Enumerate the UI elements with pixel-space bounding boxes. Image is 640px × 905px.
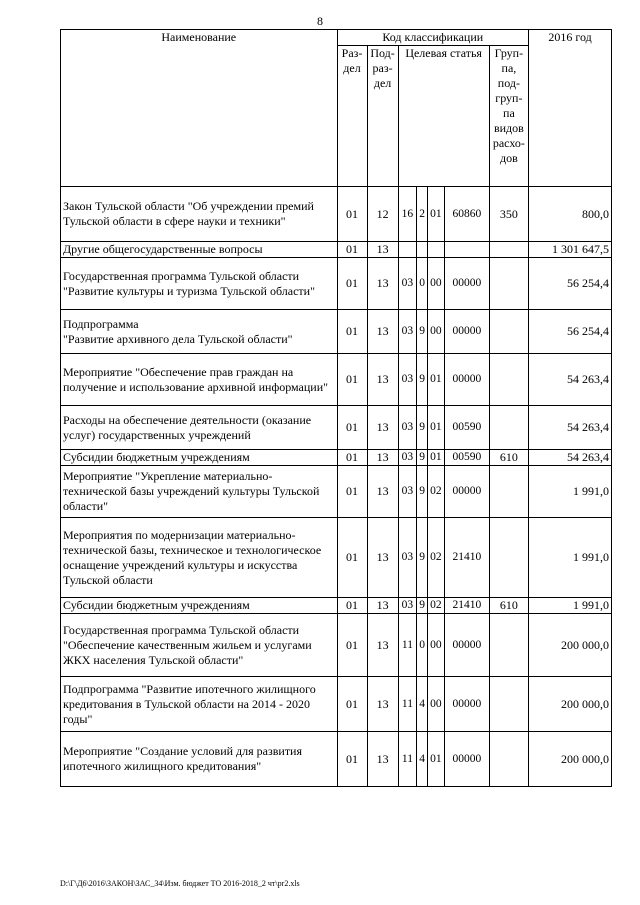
- row-amount: 200 000,0: [529, 677, 612, 732]
- row-expense-type: 610: [489, 598, 528, 614]
- row-section: 01: [337, 258, 367, 310]
- row-target-subprogram: 9: [417, 354, 427, 406]
- row-target-direction: 00000: [445, 614, 490, 677]
- row-section: 01: [337, 732, 367, 787]
- row-subsection: 13: [367, 677, 398, 732]
- row-section: 01: [337, 450, 367, 466]
- row-amount: 1 991,0: [529, 518, 612, 598]
- row-name: Государственная программа Тульской области "Обеспечение качественным жильем и услугами ЖКХ населения Тульской области": [61, 614, 338, 677]
- row-target-event: 00: [427, 258, 445, 310]
- row-section: 01: [337, 466, 367, 518]
- row-target-program: 11: [398, 677, 417, 732]
- row-target-program: 03: [398, 598, 417, 614]
- table-row: [61, 450, 612, 466]
- table-row: [61, 732, 612, 787]
- row-expense-type: [489, 518, 528, 598]
- row-amount: 200 000,0: [529, 614, 612, 677]
- row-target-program: 11: [398, 732, 417, 787]
- header-name: Наименование: [61, 30, 338, 187]
- row-target-subprogram: 0: [417, 614, 427, 677]
- row-amount: 1 301 647,5: [529, 242, 612, 258]
- row-amount: 1 991,0: [529, 598, 612, 614]
- table-row: [61, 406, 612, 450]
- file-path: D:\Г\Д6\2016\ЗАКОН\ЗАС_34\Изм. бюджет ТО 2016-2018_2 чт\pr2.xls: [60, 879, 300, 888]
- header-subsection: Под- раз- дел: [367, 46, 398, 187]
- row-target-event: 00: [427, 677, 445, 732]
- header-target: Целевая статья: [398, 46, 489, 187]
- row-name: Государственная программа Тульской области "Развитие культуры и туризма Тульской области": [61, 258, 338, 310]
- row-target-program: 03: [398, 258, 417, 310]
- table-row: [61, 598, 612, 614]
- row-amount: 56 254,4: [529, 310, 612, 354]
- row-subsection: 13: [367, 242, 398, 258]
- row-name: Мероприятие "Обеспечение прав граждан на получение и использование архивной информации": [61, 354, 338, 406]
- row-target-subprogram: [417, 242, 427, 258]
- row-section: 01: [337, 354, 367, 406]
- row-section: 01: [337, 187, 367, 242]
- row-target-subprogram: 0: [417, 258, 427, 310]
- row-target-direction: 00000: [445, 732, 490, 787]
- row-expense-type: 350: [489, 187, 528, 242]
- page-number: 8: [317, 14, 323, 28]
- row-target-event: 01: [427, 450, 445, 466]
- row-expense-type: [489, 310, 528, 354]
- row-target-program: 03: [398, 450, 417, 466]
- row-section: 01: [337, 242, 367, 258]
- row-target-event: 01: [427, 187, 445, 242]
- row-section: 01: [337, 598, 367, 614]
- row-expense-type: [489, 732, 528, 787]
- row-amount: 800,0: [529, 187, 612, 242]
- row-target-subprogram: 9: [417, 466, 427, 518]
- row-expense-type: [489, 677, 528, 732]
- row-expense-type: [489, 354, 528, 406]
- row-name: Расходы на обеспечение деятельности (оказание услуг) государственных учреждений: [61, 406, 338, 450]
- row-name: Подпрограмма "Развитие архивного дела Тульской области": [61, 310, 338, 354]
- header-section: Раз- дел: [337, 46, 367, 187]
- row-target-direction: 00000: [445, 354, 490, 406]
- row-amount: 1 991,0: [529, 466, 612, 518]
- row-target-direction: 00590: [445, 450, 490, 466]
- table-row: [61, 466, 612, 518]
- row-section: 01: [337, 310, 367, 354]
- row-target-event: 02: [427, 466, 445, 518]
- row-target-subprogram: 9: [417, 450, 427, 466]
- row-expense-type: [489, 242, 528, 258]
- row-name: Субсидии бюджетным учреждениям: [61, 598, 338, 614]
- row-target-subprogram: 4: [417, 732, 427, 787]
- row-subsection: 13: [367, 732, 398, 787]
- row-target-direction: 00590: [445, 406, 490, 450]
- row-subsection: 13: [367, 450, 398, 466]
- row-subsection: 13: [367, 310, 398, 354]
- row-target-program: 03: [398, 310, 417, 354]
- row-target-program: 16: [398, 187, 417, 242]
- row-subsection: 13: [367, 258, 398, 310]
- row-name: Другие общегосударственные вопросы: [61, 242, 338, 258]
- row-target-direction: [445, 242, 490, 258]
- row-target-subprogram: 4: [417, 677, 427, 732]
- row-target-program: 03: [398, 466, 417, 518]
- row-target-direction: 00000: [445, 310, 490, 354]
- row-name: Мероприятие "Укрепление материально-технической базы учреждений культуры Тульской области": [61, 466, 338, 518]
- table-row: [61, 354, 612, 406]
- row-expense-type: [489, 406, 528, 450]
- row-target-event: 00: [427, 614, 445, 677]
- row-target-direction: 60860: [445, 187, 490, 242]
- row-target-subprogram: 9: [417, 310, 427, 354]
- header-code: Код классификации: [337, 30, 529, 46]
- row-amount: 54 263,4: [529, 450, 612, 466]
- row-target-subprogram: 2: [417, 187, 427, 242]
- row-expense-type: [489, 258, 528, 310]
- header-year: 2016 год: [529, 30, 612, 187]
- row-section: 01: [337, 518, 367, 598]
- row-target-program: 03: [398, 354, 417, 406]
- row-amount: 200 000,0: [529, 732, 612, 787]
- row-subsection: 13: [367, 354, 398, 406]
- row-target-program: 03: [398, 406, 417, 450]
- row-name: Мероприятия по модернизации материально-технической базы, техническое и технологическое оснащение учреждений культуры и искусства Тульской области: [61, 518, 338, 598]
- row-expense-type: 610: [489, 450, 528, 466]
- row-amount: 56 254,4: [529, 258, 612, 310]
- row-target-event: 02: [427, 598, 445, 614]
- row-section: 01: [337, 406, 367, 450]
- row-target-program: 03: [398, 518, 417, 598]
- row-target-subprogram: 9: [417, 518, 427, 598]
- row-target-direction: 00000: [445, 677, 490, 732]
- row-amount: 54 263,4: [529, 354, 612, 406]
- header-group: Груп- па, под- груп- па видов расхо- дов: [489, 46, 528, 187]
- table-row: [61, 310, 612, 354]
- row-subsection: 13: [367, 466, 398, 518]
- row-subsection: 13: [367, 406, 398, 450]
- budget-table: [60, 29, 612, 787]
- row-expense-type: [489, 466, 528, 518]
- row-target-event: [427, 242, 445, 258]
- row-name: Субсидии бюджетным учреждениям: [61, 450, 338, 466]
- row-subsection: 13: [367, 518, 398, 598]
- row-target-direction: 21410: [445, 598, 490, 614]
- row-target-event: 00: [427, 310, 445, 354]
- row-name: Мероприятие "Создание условий для развития ипотечного жилищного кредитования": [61, 732, 338, 787]
- row-target-subprogram: 9: [417, 598, 427, 614]
- row-target-direction: 21410: [445, 518, 490, 598]
- row-expense-type: [489, 614, 528, 677]
- table-row: [61, 677, 612, 732]
- table-row: [61, 614, 612, 677]
- row-target-subprogram: 9: [417, 406, 427, 450]
- row-name: Закон Тульской области "Об учреждении премий Тульской области в сфере науки и техники": [61, 187, 338, 242]
- row-subsection: 13: [367, 614, 398, 677]
- row-section: 01: [337, 614, 367, 677]
- table-row: [61, 258, 612, 310]
- table-row: [61, 242, 612, 258]
- row-target-event: 01: [427, 354, 445, 406]
- row-target-program: 11: [398, 614, 417, 677]
- row-target-direction: 00000: [445, 466, 490, 518]
- row-target-direction: 00000: [445, 258, 490, 310]
- row-target-event: 01: [427, 732, 445, 787]
- table-row: [61, 187, 612, 242]
- row-target-event: 01: [427, 406, 445, 450]
- table-row: [61, 518, 612, 598]
- row-section: 01: [337, 677, 367, 732]
- row-amount: 54 263,4: [529, 406, 612, 450]
- row-name: Подпрограмма "Развитие ипотечного жилищного кредитования в Тульской области на 2014 - 2020 годы": [61, 677, 338, 732]
- row-subsection: 13: [367, 598, 398, 614]
- row-target-event: 02: [427, 518, 445, 598]
- row-target-program: [398, 242, 417, 258]
- row-subsection: 12: [367, 187, 398, 242]
